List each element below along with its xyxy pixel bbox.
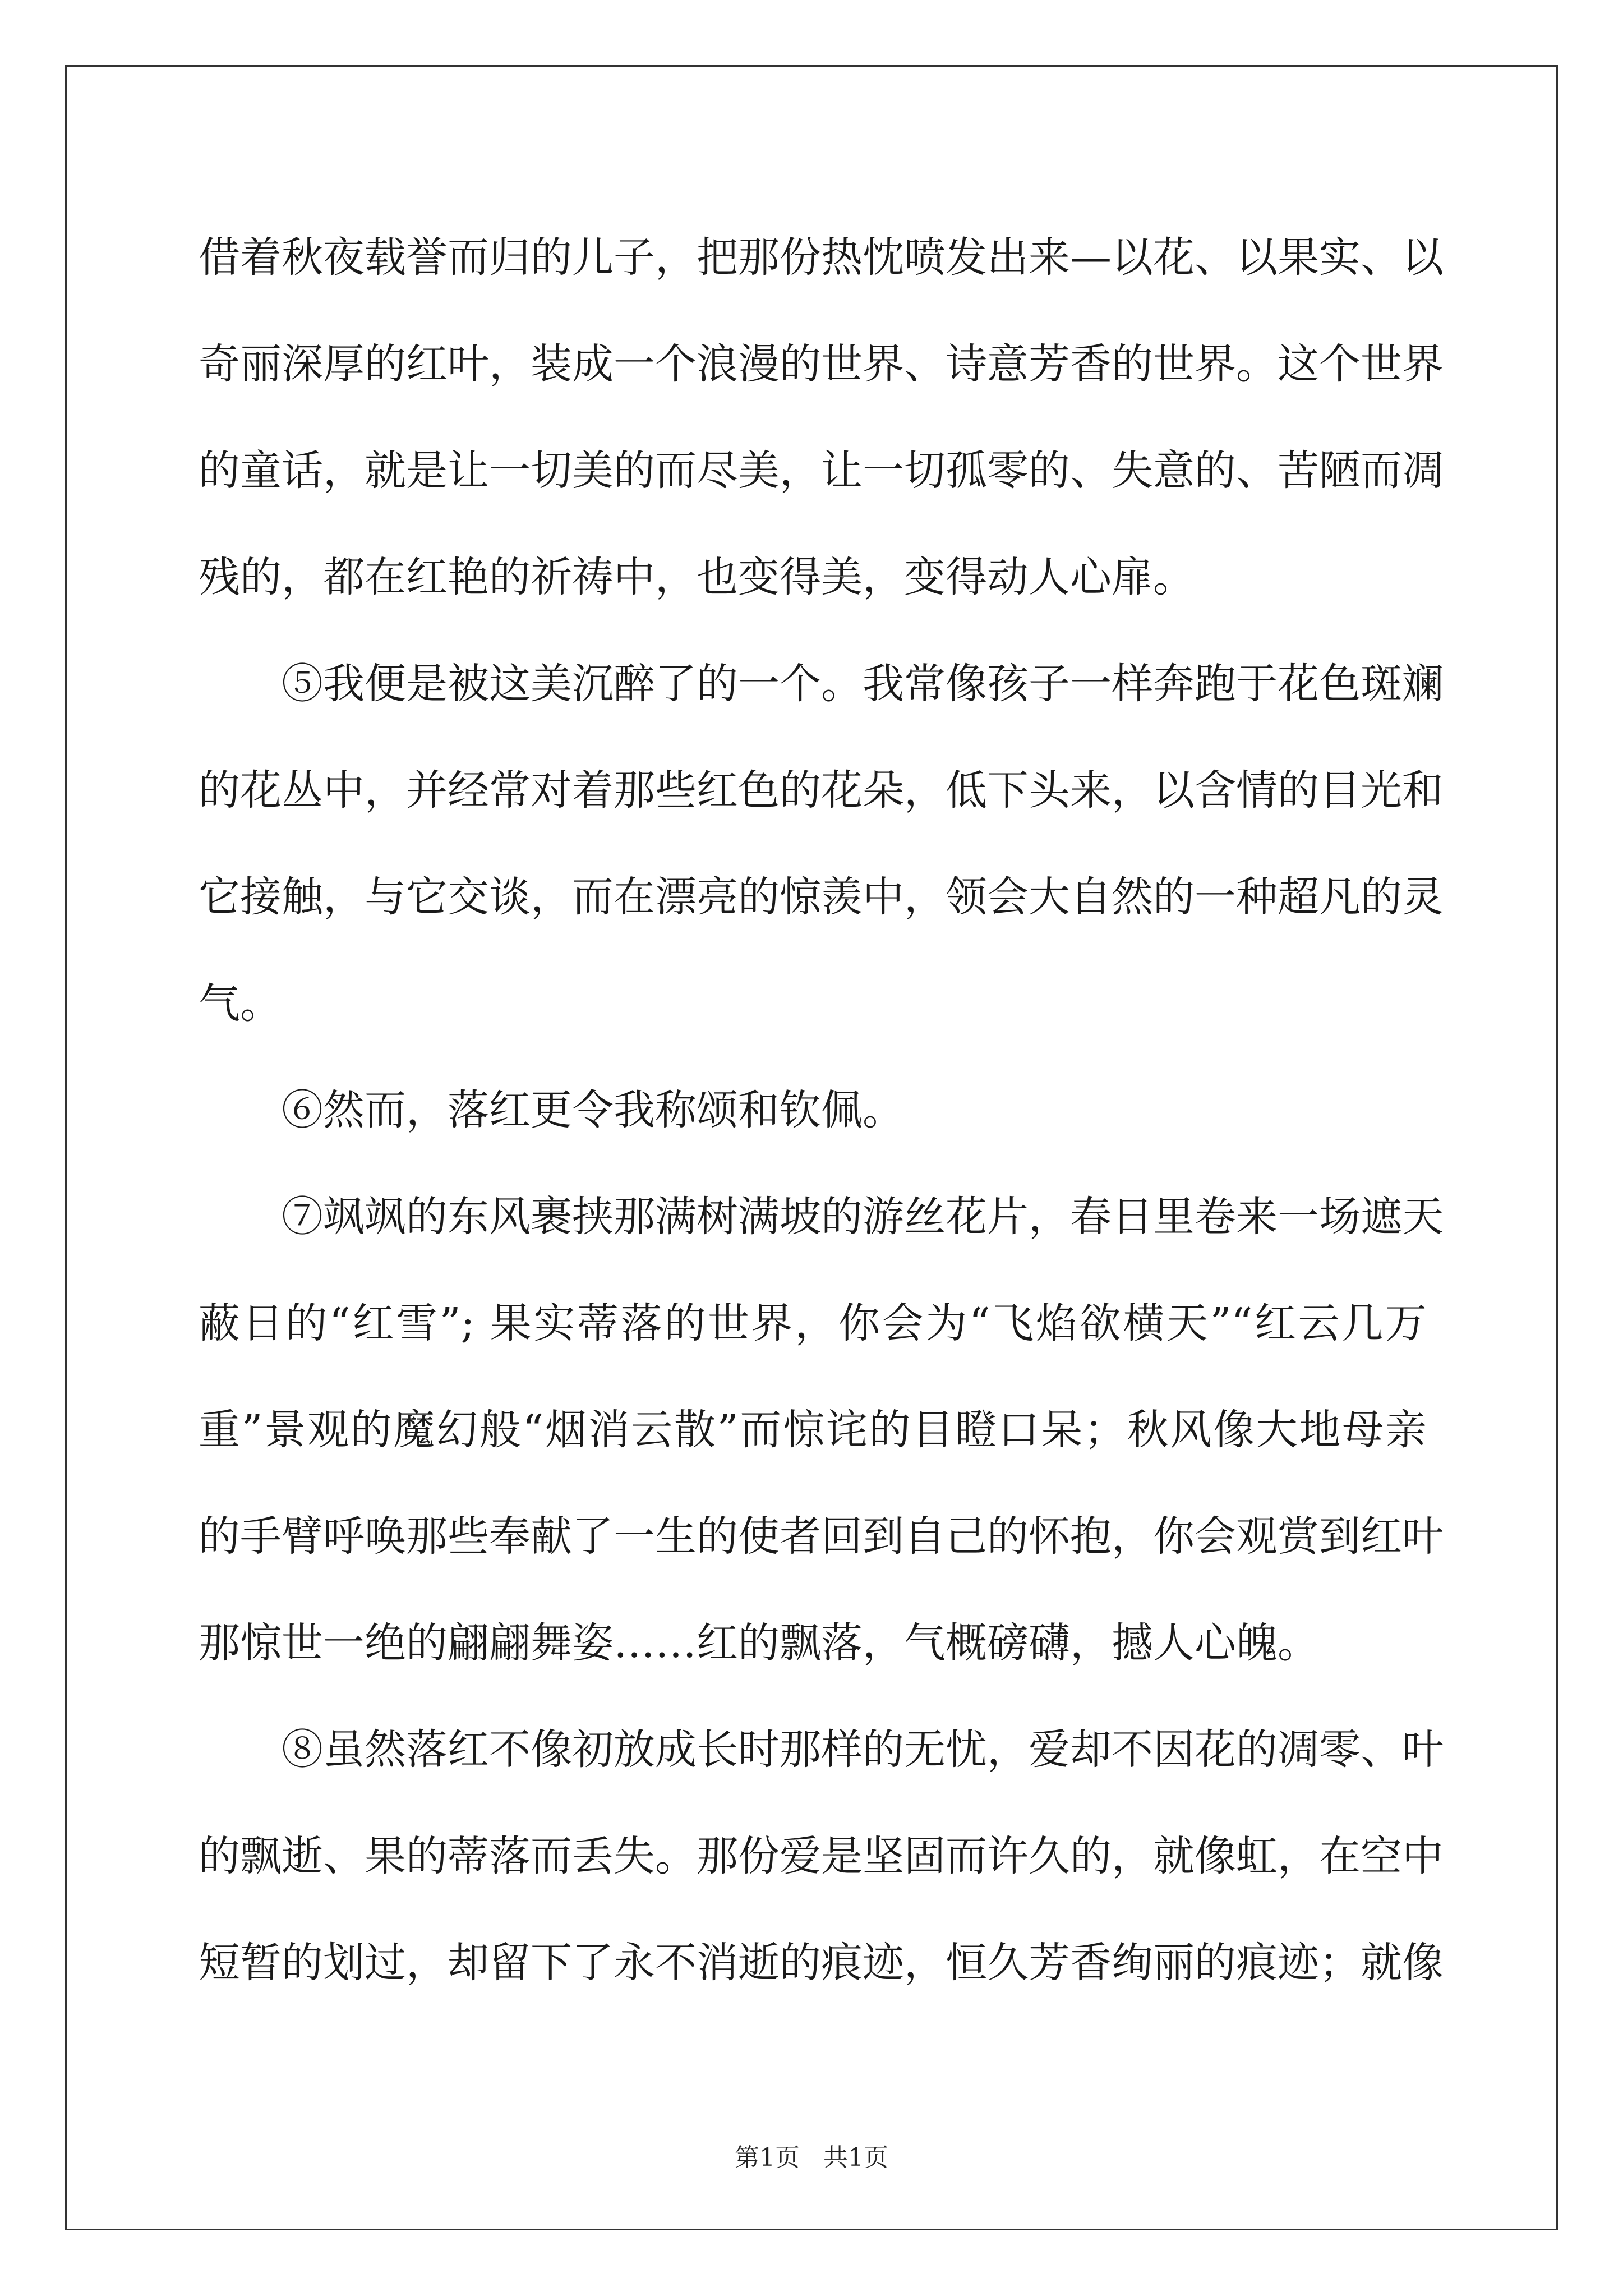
text-line: 的手臂呼唤那些奉献了一生的使者回到自己的怀抱，你会观赏到红叶 [199, 1512, 1444, 1561]
page-total: 共1页 [823, 2143, 888, 2172]
text-line: 那惊世一绝的翩翩舞姿……红的飘落，气概磅礴，撼人心魄。 [199, 1619, 1319, 1667]
text-line: 借着秋夜载誉而归的儿子，把那份热忱喷发出来—以花、以果实、以 [199, 233, 1444, 282]
text-line: 奇丽深厚的红叶，装成一个浪漫的世界、诗意芳香的世界。这个世界 [199, 340, 1444, 388]
page-number: 第1页 [735, 2143, 800, 2172]
text-line: 的花丛中，并经常对着那些红色的花朵，低下头来，以含情的目光和 [199, 766, 1444, 815]
text-line: 蔽日的“红雪”; 果实蒂落的世界，你会为“飞焰欲横天”“红云几万 [199, 1299, 1427, 1347]
text-line: 气。 [199, 979, 282, 1028]
text-line: 它接触，与它交谈，而在漂亮的惊羡中，领会大自然的一种超凡的灵 [199, 873, 1444, 921]
text-line: ⑥然而，落红更令我称颂和钦佩。 [282, 1086, 904, 1134]
page-footer [0, 2137, 1623, 2173]
text-line: ⑦飒飒的东风裹挟那满树满坡的游丝花片，春日里卷来一场遮天 [282, 1193, 1444, 1241]
text-line: ⑧虽然落红不像初放成长时那样的无忧，爱却不因花的凋零、叶 [282, 1726, 1444, 1774]
text-line: 重”景观的魔幻般“烟消云散”而惊诧的目瞪口呆；秋风像大地母亲 [199, 1406, 1427, 1454]
document-body [199, 204, 1444, 2016]
text-line: ⑤我便是被这美沉醉了的一个。我常像孩子一样奔跑于花色斑斓 [282, 660, 1444, 708]
text-line: 的飘逝、果的蒂落而丢失。那份爱是坚固而许久的，就像虹，在空中 [199, 1832, 1444, 1880]
text-line: 的童话，就是让一切美的而尽美，让一切孤零的、失意的、苦陋而凋 [199, 447, 1444, 495]
text-line: 短暂的划过，却留下了永不消逝的痕迹，恒久芳香绚丽的痕迹；就像 [199, 1939, 1444, 1987]
text-line: 残的，都在红艳的祈祷中，也变得美，变得动人心扉。 [199, 553, 1195, 601]
